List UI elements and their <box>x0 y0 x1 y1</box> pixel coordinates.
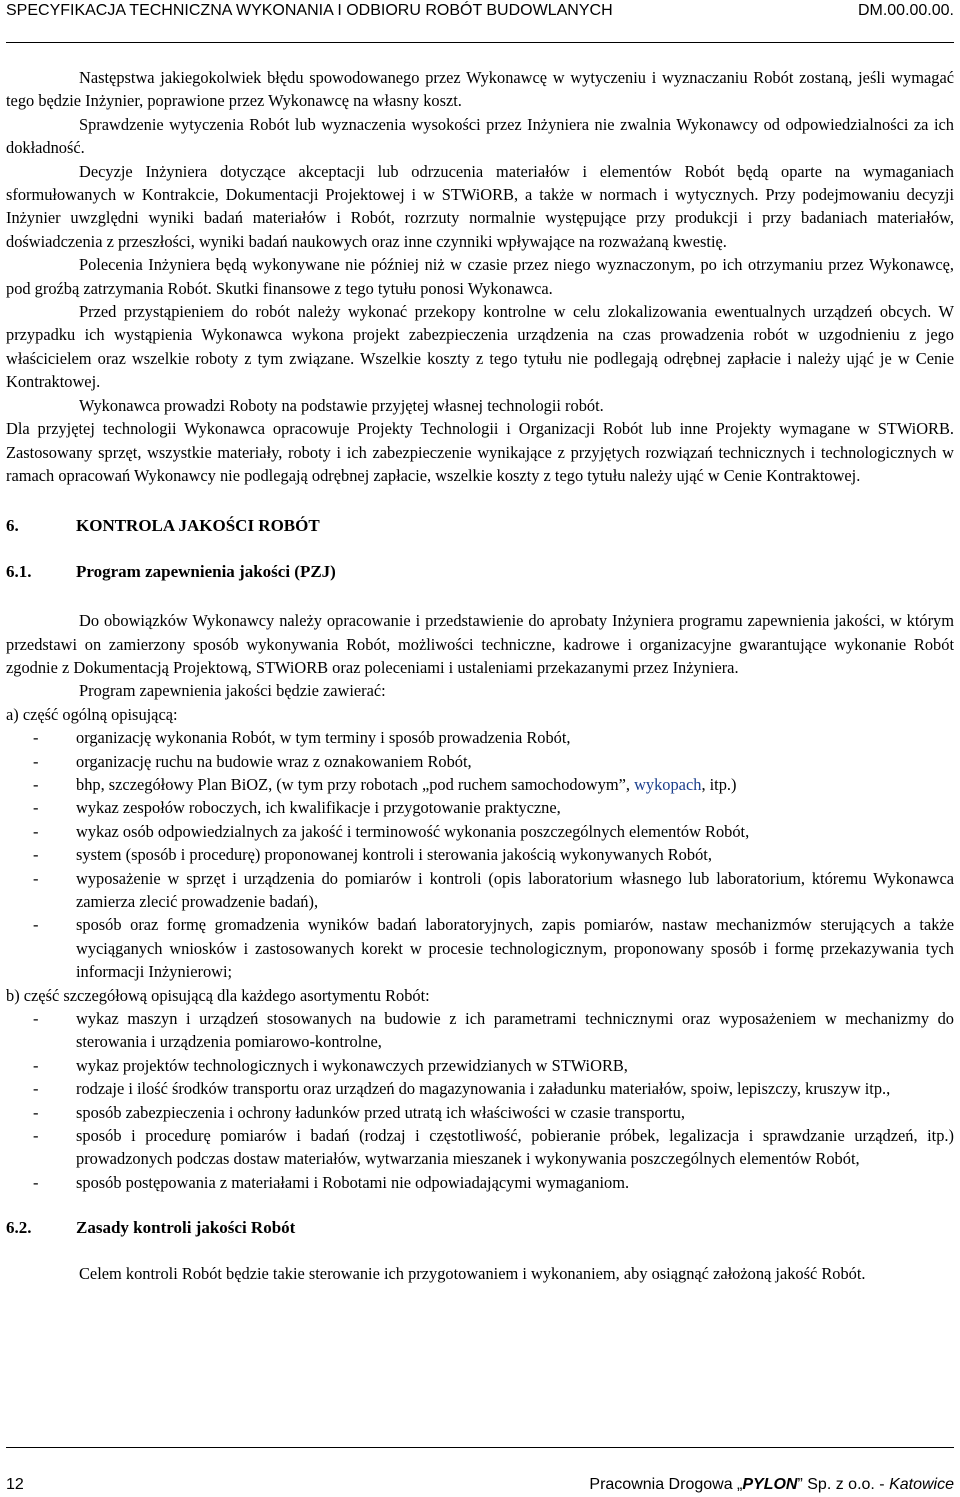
list-dash: - <box>33 1055 39 1075</box>
company-city: Katowice <box>889 1476 954 1493</box>
company-brand: PYLON <box>742 1476 798 1493</box>
list-dash: - <box>33 868 39 888</box>
list-item: - sposób zabezpieczenia i ochrony ładunków przed utratą ich właściwości w czasie transportu, <box>6 1101 954 1124</box>
list-item: - wykaz projektów technologicznych i wykonawczych przewidzianych w STWiORB, <box>6 1054 954 1077</box>
section-number: 6.1. <box>6 561 32 581</box>
paragraph: Polecenia Inżyniera będą wykonywane nie później niż w czasie przez niego wyznaczonym, po ich otrzymaniu przez Wykonawcę, pod groźbą zatrzymania Robót. Skutki finansowe z tego tytułu ponosi Wykonawca. <box>6 255 954 298</box>
paragraph: Następstwa jakiegokolwiek błędu spowodowanego przez Wykonawcę w wytyczeniu i wyznaczaniu Robót zostaną, jeśli wymagać tego będzie Inżynier, poprawione przez Wykonawcę na własny koszt. <box>6 68 954 111</box>
list-b-heading: b) część szczegółową opisującą dla każdego asortymentu Robót: <box>6 985 430 1005</box>
page-body <box>6 66 954 1285</box>
paragraph: Dla przyjętej technologii Wykonawca opracowuje Projekty Technologii i Organizacji Robót lub inne Projekty wymagane w STWiORB. Zastosowany sprzęt, wszystkie materiały, roboty i ich zabezpieczenie wynikające z przyjętych rozwiązań technicznych i technologicznych w ramach opracowań Wykonawcy nie podlegają odrębnej zapłacie, wszelkie koszty z tego tytułu należy ująć w Cenie Kontraktowej. <box>6 419 954 485</box>
list-item: - wykaz zespołów roboczych, ich kwalifikacje i przygotowanie praktyczne, <box>6 796 954 819</box>
list-item: - organizację ruchu na budowie wraz z oznakowaniem Robót, <box>6 750 954 773</box>
paragraph: Sprawdzenie wytyczenia Robót lub wyznaczenia wysokości przez Inżyniera nie zwalnia Wykonawcy od odpowiedzialności za ich dokładność. <box>6 114 954 158</box>
list-item: - organizację wykonania Robót, w tym terminy i sposób prowadzenia Robót, <box>6 726 954 749</box>
list-item: - sposób oraz formę gromadzenia wyników badań laboratoryjnych, zapis pomiarów, nastaw mechanizmów sterujących a także wyciąganych wniosków i zastosowanych korekt w procesie technologicznym, proponowany sposób i formę przekazywania tych informacji Inżynierowi; <box>33 915 954 982</box>
list-dash: - <box>33 845 39 865</box>
list-item: - wykaz osób odpowiedzialnych za jakość i terminowość wykonania poszczególnych elementów Robót, <box>6 820 954 843</box>
list-dash: - <box>33 821 39 841</box>
section-number: 6. <box>6 516 19 536</box>
header-code: DM.00.00.00. <box>857 2 954 19</box>
list-dash: - <box>33 1102 39 1122</box>
page-number: 12 <box>6 1476 24 1493</box>
list-a-heading: a) część ogólną opisującą: <box>6 704 178 724</box>
paragraph: Do obowiązków Wykonawcy należy opracowanie i przedstawienie do aprobaty Inżyniera programu zapewnienia jakości, w którym przedstawi on zamierzony sposób wykonywania Robót, możliwości techniczne, kadrowe i organizacyjne gwarantujące wykonanie Robót zgodnie z Dokumentacją Projektową, STWiORB oraz poleceniami i ustaleniami przekazanymi przez Inżyniera. <box>6 611 954 677</box>
section-title: KONTROLA JAKOŚCI ROBÓT <box>76 516 320 536</box>
paragraph: Decyzje Inżyniera dotyczące akceptacji lub odrzucenia materiałów i elementów Robót będą oparte na wymaganiach sformułowanych w Kontrakcie, Dokumentacji Projektowej i w STWiORB, a także w normach i wytycznych. Przy podejmowaniu decyzji Inżynier uwzględni wyniki badań materiałów i Robót, rozrzuty normalnie występujące przy produkcji i przy badaniach materiałów, doświadczenia z przeszłości, wyniki badań naukowych oraz inne czynniki wpływające na rozważaną kwestię. <box>6 161 954 251</box>
list-item: - sposób i procedurę pomiarów i badań (rodzaj i częstotliwość, pobieranie próbek, legalizacja i sprawdzanie urządzeń, itp.) prowadzonych podczas dostaw materiałów, wytwarzania mieszanek i wykonywania poszczególnych elementów Robót, <box>33 1126 954 1169</box>
paragraph: Przed przystąpieniem do robót należy wykonać przekopy kontrolne w celu zlokalizowania ewentualnych urządzeń obcych. W przypadku ich wystąpienia Wykonawca wykona projekt zabezpieczenia urządzenia na czas prowadzenia robót w uzgodnieniu z jego właścicielem oraz wszelkie roboty z tym związane. Wszelkie koszty z tego tytułu nie podlegają odrębnej zapłacie i należy ująć je w Cenie Kontraktowej. <box>6 302 954 392</box>
list-a <box>6 726 954 983</box>
section-heading-6 <box>6 514 954 537</box>
section-heading-6-1 <box>6 560 954 583</box>
section-title: Program zapewnienia jakości (PZJ) <box>76 561 336 581</box>
list-dash: - <box>33 1172 39 1192</box>
page-footer <box>6 1476 954 1494</box>
header-divider <box>6 42 954 43</box>
list-b <box>6 1007 954 1194</box>
list-dash: - <box>33 1009 39 1029</box>
list-dash: - <box>33 1126 39 1146</box>
list-item: - system (sposób i procedurę) proponowanej kontroli i sterowania jakością wykonywanych Robót, <box>6 843 954 866</box>
paragraph: Program zapewnienia jakości będzie zawierać: <box>79 681 386 701</box>
list-dash: - <box>33 915 39 935</box>
paragraph: Wykonawca prowadzi Roboty na podstawie przyjętej własnej technologii robót. <box>79 395 604 415</box>
footer-divider <box>6 1447 954 1448</box>
section-title: Zasady kontroli jakości Robót <box>76 1218 296 1238</box>
footer-company: Pracownia Drogowa „PYLON” Sp. z o.o. - Katowice <box>589 1476 954 1493</box>
list-item: - wykaz maszyn i urządzeń stosowanych na budowie z ich parametrami technicznymi oraz wyposażeniem w mechanizmy do sterowania i urządzenia pomiarowo-kontrolne, <box>33 1009 954 1052</box>
list-dash: - <box>33 728 39 748</box>
list-dash: - <box>33 751 39 771</box>
list-dash: - <box>33 798 39 818</box>
list-item: - rodzaje i ilość środków transportu oraz urządzeń do magazynowania i załadunku materiałów, spoiw, lepiszczy, kruszyw itp., <box>6 1077 954 1100</box>
header-title: SPECYFIKACJA TECHNICZNA WYKONANIA I ODBIORU ROBÓT BUDOWLANYCH <box>6 2 613 19</box>
list-dash: - <box>33 774 39 794</box>
list-item: - wyposażenie w sprzęt i urządzenia do pomiarów i kontroli (opis laboratorium własnego lub laboratorium, któremu Wykonawca zamierza zlecić prowadzenie badań), <box>33 868 954 911</box>
section-heading-6-2 <box>6 1216 954 1239</box>
list-item: - bhp, szczegółowy Plan BiOZ, (w tym przy robotach „pod ruchem samochodowym”, wykopach, itp.) <box>6 773 954 796</box>
list-dash: - <box>33 1079 39 1099</box>
section-number: 6.2. <box>6 1218 32 1238</box>
wykopach-link[interactable]: wykopach <box>634 774 702 794</box>
paragraph: Celem kontroli Robót będzie takie sterowanie ich przygotowaniem i wykonaniem, aby osiągnąć założoną jakość Robót. <box>79 1263 866 1283</box>
list-item: - sposób postępowania z materiałami i Robotami nie odpowiadającymi wymaganiom. <box>6 1171 954 1194</box>
page-header <box>6 0 954 22</box>
